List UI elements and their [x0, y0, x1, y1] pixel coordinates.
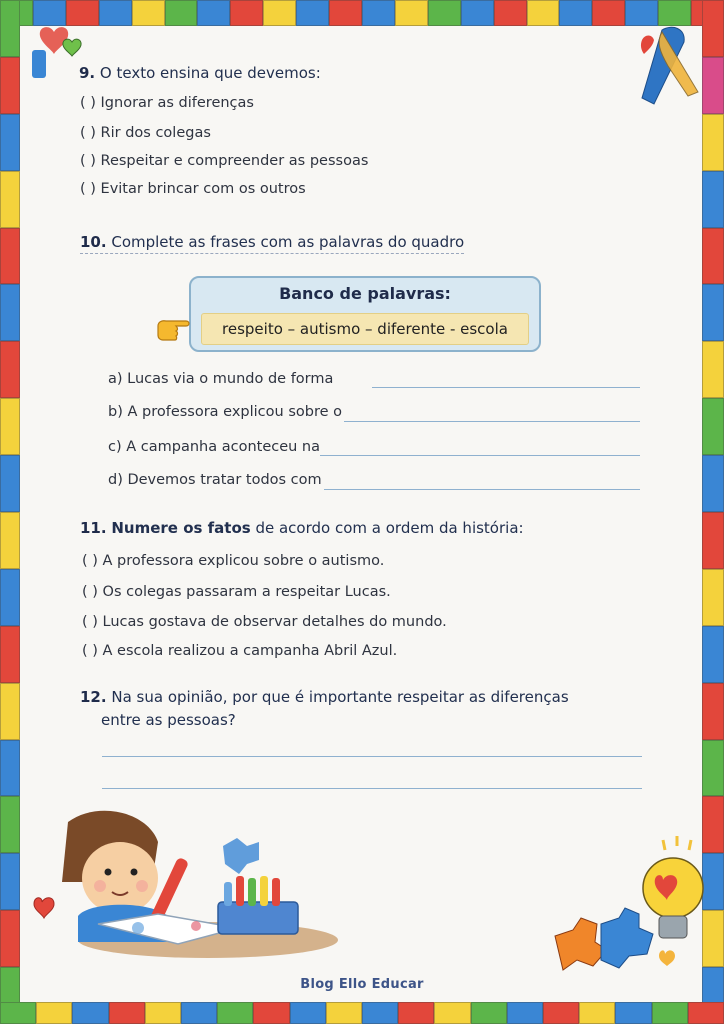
q10-sentence-a: a) Lucas via o mundo de forma [108, 371, 334, 387]
answer-line-a[interactable] [372, 387, 640, 388]
q9-option-3[interactable]: ( ) Respeitar e compreender as pessoas [80, 153, 369, 169]
word-bank-box [189, 276, 541, 352]
q11-option-2[interactable]: ( ) Os colegas passaram a respeitar Lucas. [82, 584, 391, 600]
answer-line-12-1[interactable] [102, 756, 642, 757]
q11-option-4[interactable]: ( ) A escola realizou a campanha Abril Azul. [82, 643, 398, 659]
q10-sentence-c: c) A campanha aconteceu na [108, 439, 321, 455]
heart-puzzle-decoration-icon [14, 20, 84, 80]
word-bank-title: Banco de palavras: [279, 284, 451, 303]
lightbulb-heart-icon [545, 836, 705, 976]
footer-credit: Blog Ello Educar [300, 977, 424, 992]
puzzle-border-bottom [0, 1002, 724, 1024]
q10-sentence-d: d) Devemos tratar todos com [108, 472, 322, 488]
question-number: 10. [80, 233, 107, 251]
answer-line-b[interactable] [344, 421, 640, 422]
word-bank-words: respeito – autismo – diferente - escola [201, 313, 529, 345]
question-12-line2: entre as pessoas? [101, 711, 236, 729]
awareness-ribbon-icon [632, 22, 702, 108]
pointing-hand-icon [155, 318, 195, 344]
question-11-title [80, 519, 524, 537]
question-text: de acordo com a ordem da história: [250, 519, 524, 537]
question-text: O texto ensina que devemos: [99, 64, 321, 82]
question-text: Complete as frases com as palavras do quadro [111, 233, 465, 251]
question-10-title [80, 233, 464, 254]
puzzle-border-top [0, 0, 724, 26]
question-text-bold: Numere os fatos [111, 519, 251, 537]
puzzle-border-right [702, 0, 724, 1024]
q11-option-3[interactable]: ( ) Lucas gostava de observar detalhes do mundo. [82, 614, 447, 630]
q11-option-1[interactable]: ( ) A professora explicou sobre o autismo. [82, 553, 385, 569]
q10-sentence-b: b) A professora explicou sobre o [108, 404, 343, 420]
question-12-title [80, 688, 569, 706]
question-number: 12. [80, 688, 107, 706]
question-text-line1: Na sua opinião, por que é importante respeitar as diferenças [111, 688, 569, 706]
boy-drawing-illustration [28, 806, 338, 966]
answer-line-c[interactable] [320, 455, 640, 456]
answer-line-d[interactable] [324, 489, 640, 490]
q9-option-4[interactable]: ( ) Evitar brincar com os outros [80, 181, 306, 197]
question-number: 9. [79, 64, 96, 82]
q9-option-2[interactable]: ( ) Rir dos colegas [80, 125, 211, 141]
question-number: 11. [80, 519, 107, 537]
answer-line-12-2[interactable] [102, 788, 642, 789]
question-9-title [79, 64, 321, 82]
q9-option-1[interactable]: ( ) Ignorar as diferenças [80, 95, 254, 111]
puzzle-border-left [0, 0, 20, 1024]
